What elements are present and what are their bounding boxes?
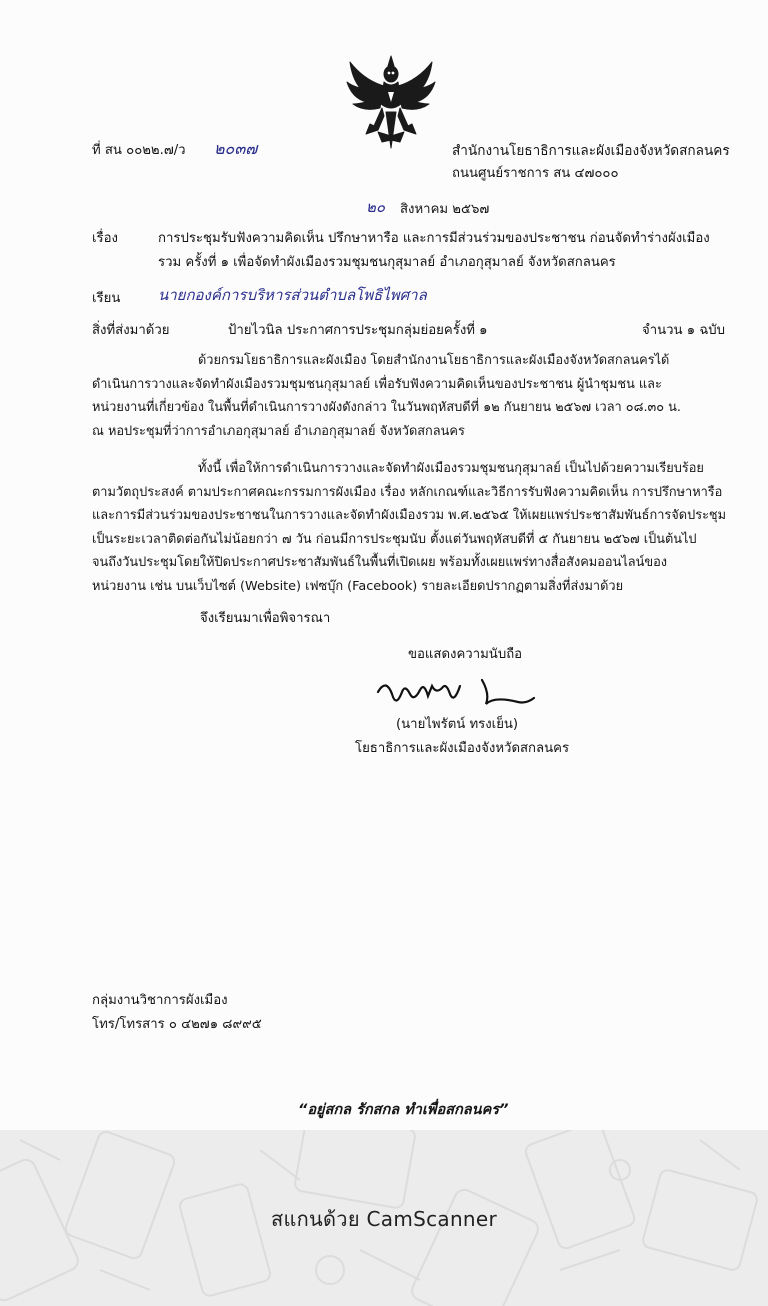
paragraph-line: ทั้งนี้ เพื่อให้การดำเนินการวางและจัดทำผังเมืองรวมชุมชนกุสุมาลย์ เป็นไปด้วยความเรียบร้อย — [198, 461, 704, 476]
signer-title: โยธาธิการและผังเมืองจังหวัดสกลนคร — [355, 741, 570, 756]
handwritten-signature — [372, 672, 542, 716]
date-day-handwritten: ๒๐ — [366, 198, 386, 216]
enclosure-label: สิ่งที่ส่งมาด้วย — [92, 323, 170, 338]
office-address: ถนนศูนย์ราชการ สน ๔๗๐๐๐ — [452, 166, 619, 181]
recipient-label: เรียน — [92, 291, 121, 306]
letter-date: สิงหาคม ๒๕๖๗ — [400, 202, 490, 217]
paragraph-line: หน่วยงาน เช่น บนเว็บไซต์ (Website) เฟซบุ๊ก (Facebook) รายละเอียดปรากฏตามสิ่งที่ส่งมาด้วย — [92, 578, 624, 594]
signer-name: (นายไพรัตน์ ทรงเย็น) — [396, 717, 519, 732]
paragraph-line: เป็นระยะเวลาติดต่อกันไม่น้อยกว่า ๗ วัน ก่อนมีการประชุมนับ ตั้งแต่วันพฤหัสบดีที่ ๕ กันยายน ๒๕๖๗ เป็นต้นไป — [92, 531, 697, 547]
enclosure-quantity: จำนวน ๑ ฉบับ — [642, 323, 726, 338]
subject-label: เรื่อง — [92, 231, 118, 246]
paragraph-line: ดำเนินการวางและจัดทำผังเมืองรวมชุมชนกุสุมาลย์ เพื่อรับฟังความคิดเห็นของประชาชน ผู้นำชุมชน และ — [92, 376, 662, 392]
closing-request: จึงเรียนมาเพื่อพิจารณา — [200, 611, 331, 626]
paragraph-line: ณ หอประชุมที่ว่าการอำเภอกุสุมาลย์ อำเภอกุสุมาลย์ จังหวัดสกลนคร — [92, 423, 465, 439]
paragraph-line: ด้วยกรมโยธาธิการและผังเมือง โดยสำนักงานโยธาธิการและผังเมืองจังหวัดสกลนครได้ — [198, 353, 670, 368]
enclosure-text: ป้ายไวนิล ประกาศการประชุมกลุ่มย่อยครั้งที่ ๑ — [228, 323, 488, 338]
paragraph-line: และการมีส่วนร่วมของประชาชนในการวางและจัดทำผังเมืองรวม พ.ศ.๒๕๖๕ ให้เผยแพร่ประชาสัมพันธ์การจัดประชุม — [92, 508, 727, 523]
office-name: สำนักงานโยธาธิการและผังเมืองจังหวัดสกลนคร — [452, 143, 730, 159]
ref-number-handwritten: ๒๐๓๗ — [214, 139, 258, 158]
garuda-emblem-icon — [344, 52, 438, 152]
paragraph-line: จนถึงวันประชุมโดยให้ปิดประกาศประชาสัมพันธ์ในพื้นที่เปิดเผย พร้อมทั้งเผยแพร่ทางสื่อสังคมออนไลน์ของ — [92, 555, 668, 570]
department-name: กลุ่มงานวิชาการผังเมือง — [92, 993, 228, 1008]
paragraph-line: ตามวัตถุประสงค์ ตามประกาศคณะกรรมการผังเมือง เรื่อง หลักเกณฑ์และวิธีการรับฟังความคิดเห็น การปรึกษาหารือ — [92, 484, 723, 500]
recipient-handwritten: นายกองค์การบริหารส่วนตำบลโพธิไพศาล — [158, 286, 427, 304]
phone-number: โทร/โทรสาร ๐ ๔๒๗๑ ๘๙๙๕ — [92, 1017, 262, 1032]
ref-number: ที่ สน ๐๐๒๒.๗/ว — [92, 143, 186, 158]
salutation: ขอแสดงความนับถือ — [408, 647, 523, 662]
camscanner-watermark: สแกนด้วย CamScanner — [270, 1207, 498, 1231]
province-motto: “อยู่สกล รักสกล ทำเพื่อสกลนคร” — [298, 1102, 509, 1118]
subject-line-1: การประชุมรับฟังความคิดเห็น ปรึกษาหารือ และการมีส่วนร่วมของประชาชน ก่อนจัดทำร่างผังเมือง — [158, 231, 710, 246]
paragraph-line: หน่วยงานที่เกี่ยวข้อง ในพื้นที่ดำเนินการวางผังดังกล่าว ในวันพฤหัสบดีที่ ๑๒ กันยายน ๒๕๖๗ เวลา ๐๘.๓๐ น. — [92, 400, 681, 415]
subject-line-2: รวม ครั้งที่ ๑ เพื่อจัดทำผังเมืองรวมชุมชนกุสุมาลย์ อำเภอกุสุมาลย์ จังหวัดสกลนคร — [158, 255, 616, 270]
body-paragraph-1 — [92, 349, 740, 443]
body-paragraph-2 — [92, 457, 740, 598]
